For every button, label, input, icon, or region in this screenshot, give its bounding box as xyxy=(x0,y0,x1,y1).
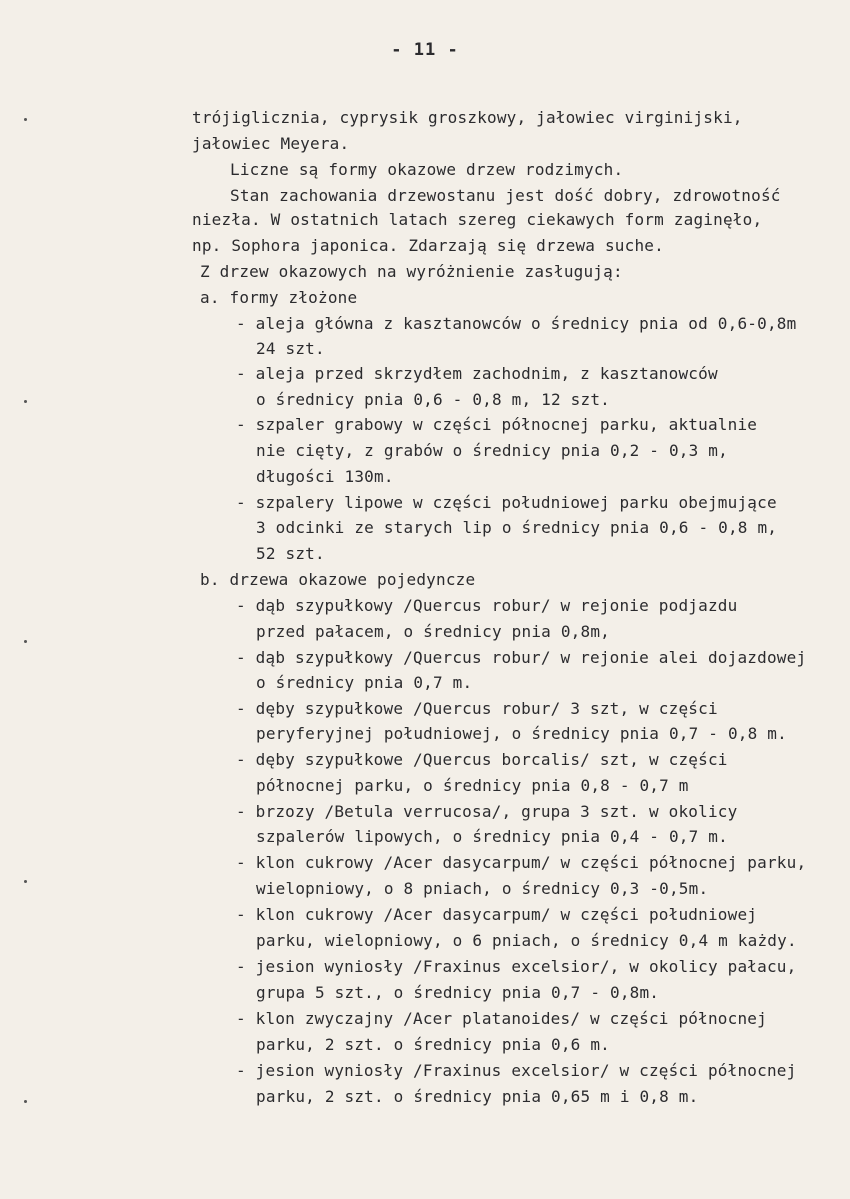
page-number: - 11 - xyxy=(391,40,459,60)
list-item-continuation: peryferyjnej południowej, o średnicy pnia 0,7 - 0,8 m. xyxy=(256,724,787,743)
text-line: niezła. W ostatnich latach szereg ciekawych form zaginęło, xyxy=(192,210,763,229)
list-item: - dęby szypułkowe /Quercus robur/ 3 szt, w części xyxy=(236,699,718,718)
list-item-continuation: północnej parku, o średnicy pnia 0,8 - 0,7 m xyxy=(256,776,689,795)
text-line: Stan zachowania drzewostanu jest dość dobry, zdrowotność xyxy=(230,186,781,205)
section-heading: b. drzewa okazowe pojedyncze xyxy=(200,570,476,589)
list-item: - aleja główna z kasztanowców o średnicy pnia od 0,6-0,8m xyxy=(236,314,797,333)
list-item: - dąb szypułkowy /Quercus robur/ w rejonie podjazdu xyxy=(236,596,738,615)
list-item: - jesion wyniosły /Fraxinus excelsior/ w części północnej xyxy=(236,1061,797,1080)
list-item-continuation: 3 odcinki ze starych lip o średnicy pnia 0,6 - 0,8 m, xyxy=(256,518,778,537)
punch-hole-mark xyxy=(24,118,27,121)
punch-hole-mark xyxy=(24,400,27,403)
list-item: - szpaler grabowy w części północnej parku, aktualnie xyxy=(236,415,758,434)
list-item-continuation: wielopniowy, o 8 pniach, o średnicy 0,3 -0,5m. xyxy=(256,879,709,898)
list-item-continuation: parku, wielopniowy, o 6 pniach, o średnicy 0,4 m każdy. xyxy=(256,931,797,950)
text-line: Z drzew okazowych na wyróżnienie zasługują: xyxy=(200,262,623,281)
list-item-continuation: o średnicy pnia 0,6 - 0,8 m, 12 szt. xyxy=(256,390,610,409)
text-line: jałowiec Meyera. xyxy=(192,134,350,153)
section-heading: a. formy złożone xyxy=(200,288,358,307)
punch-hole-mark xyxy=(24,1100,27,1103)
list-item-continuation: parku, 2 szt. o średnicy pnia 0,6 m. xyxy=(256,1035,610,1054)
list-item: - jesion wyniosły /Fraxinus excelsior/, w okolicy pałacu, xyxy=(236,957,797,976)
list-item-continuation: 24 szt. xyxy=(256,339,325,358)
list-item: - klon zwyczajny /Acer platanoides/ w części północnej xyxy=(236,1009,767,1028)
list-item: - dąb szypułkowy /Quercus robur/ w rejonie alei dojazdowej xyxy=(236,648,807,667)
list-item: - dęby szypułkowe /Quercus borcalis/ szt, w części xyxy=(236,750,728,769)
list-item: - klon cukrowy /Acer dasycarpum/ w części północnej parku, xyxy=(236,853,807,872)
list-item: - aleja przed skrzydłem zachodnim, z kasztanowców xyxy=(236,364,718,383)
list-item: - brzozy /Betula verrucosa/, grupa 3 szt. w okolicy xyxy=(236,802,738,821)
list-item-continuation: o średnicy pnia 0,7 m. xyxy=(256,673,473,692)
list-item-continuation: nie cięty, z grabów o średnicy pnia 0,2 - 0,3 m, xyxy=(256,441,728,460)
list-item: - szpalery lipowe w części południowej parku obejmujące xyxy=(236,493,777,512)
list-item: - klon cukrowy /Acer dasycarpum/ w części południowej xyxy=(236,905,758,924)
list-item-continuation: grupa 5 szt., o średnicy pnia 0,7 - 0,8m. xyxy=(256,983,660,1002)
list-item-continuation: parku, 2 szt. o średnicy pnia 0,65 m i 0,8 m. xyxy=(256,1087,699,1106)
list-item-continuation: długości 130m. xyxy=(256,467,394,486)
text-line: trójiglicznia, cyprysik groszkowy, jałowiec virginijski, xyxy=(192,108,743,127)
list-item-continuation: szpalerów lipowych, o średnicy pnia 0,4 - 0,7 m. xyxy=(256,827,728,846)
list-item-continuation: przed pałacem, o średnicy pnia 0,8m, xyxy=(256,622,610,641)
punch-hole-mark xyxy=(24,640,27,643)
text-line: Liczne są formy okazowe drzew rodzimych. xyxy=(230,160,624,179)
list-item-continuation: 52 szt. xyxy=(256,544,325,563)
punch-hole-mark xyxy=(24,880,27,883)
text-line: np. Sophora japonica. Zdarzają się drzewa suche. xyxy=(192,236,664,255)
